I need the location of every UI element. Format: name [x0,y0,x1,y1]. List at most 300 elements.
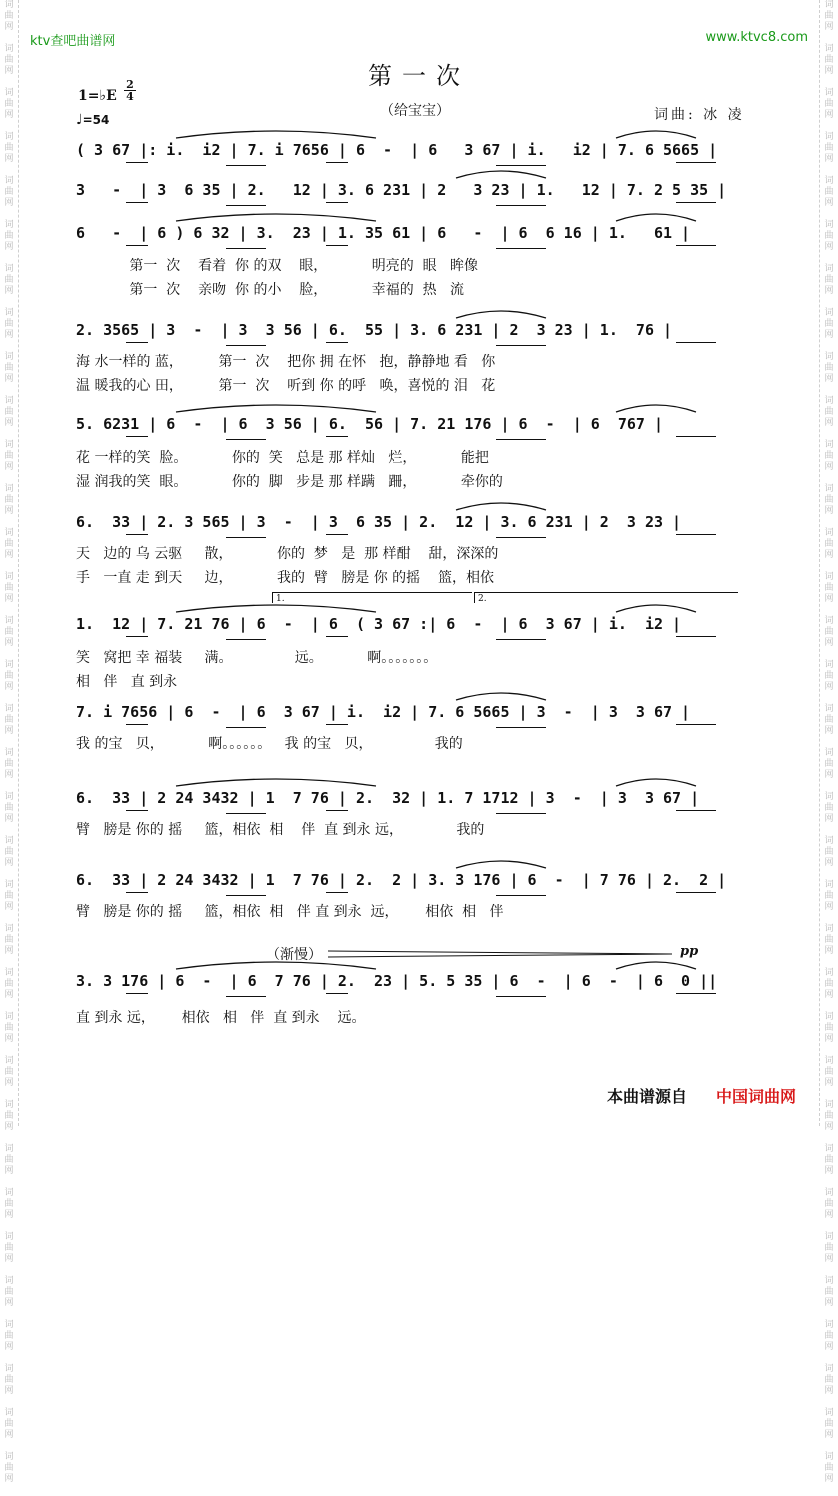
watermark-glyph: 网 [824,1122,834,1132]
watermark-glyph: 曲 [4,759,14,769]
tie-arc [616,779,696,786]
watermark-glyph: 词 [4,572,14,582]
watermark-glyph: 网 [4,682,14,692]
watermark-gap [822,1265,836,1276]
watermark-glyph: 曲 [824,759,834,769]
watermark-glyph: 网 [824,22,834,32]
watermark-glyph: 网 [824,330,834,340]
watermark-gap [2,1001,16,1012]
notation-line: 7. i 7656 | 6 - | 6 3 67 | i. i2 | 7. 6 5665 | 3 - | 3 3 67 | [76,703,691,721]
watermark-gap [822,297,836,308]
watermark-glyph: 曲 [824,1067,834,1077]
watermark-glyph: 曲 [824,1023,834,1033]
watermark-glyph: 词 [824,1100,834,1110]
duration-underline [496,813,546,814]
watermark-glyph: 曲 [4,1375,14,1385]
watermark-glyph: 曲 [4,407,14,417]
watermark-glyph: 网 [4,638,14,648]
decrescendo-hairpin [328,950,672,958]
watermark-glyph: 词 [824,1408,834,1418]
watermark-glyph: 词 [4,968,14,978]
watermark-glyph: 曲 [824,11,834,21]
dynamic-pp: pp [680,944,699,959]
watermark-gap [822,957,836,968]
watermark-glyph: 曲 [4,1199,14,1209]
duration-underline [496,895,546,896]
watermark-glyph: 词 [4,880,14,890]
watermark-glyph: 网 [4,1254,14,1264]
duration-underline [126,810,148,811]
watermark-gap [822,869,836,880]
watermark-glyph: 网 [824,1430,834,1440]
watermark-glyph: 词 [824,1056,834,1066]
tie-slur-layer [76,496,762,512]
watermark-glyph: 曲 [4,979,14,989]
duration-underline [126,892,148,893]
watermark-gap [2,1353,16,1364]
watermark-glyph: 网 [4,418,14,428]
watermark-gap [2,957,16,968]
watermark-glyph: 网 [824,1342,834,1352]
watermark-glyph: 网 [824,858,834,868]
watermark-glyph: 曲 [4,275,14,285]
tie-arc [456,503,546,510]
duration-underline [676,202,716,203]
watermark-glyph: 网 [824,418,834,428]
duration-underline [326,534,348,535]
watermark-glyph: 曲 [4,319,14,329]
watermark-glyph: 网 [824,682,834,692]
watermark-glyph: 网 [4,550,14,560]
watermark-glyph: 网 [824,1210,834,1220]
tie-slur-layer [76,207,762,223]
lyric-line: 海 水一样的 蓝， 第一 次 把你 拥 在怀 抱，静静地 看 你 [76,354,496,370]
watermark-glyph: 曲 [824,715,834,725]
watermark-glyph: 曲 [4,715,14,725]
watermark-glyph: 曲 [4,187,14,197]
watermark-gap [2,473,16,484]
watermark-gap [2,1397,16,1408]
watermark-glyph: 词 [4,1408,14,1418]
duration-underline [326,202,348,203]
lyric-line: 湿 润我的笑 眼。 你的 脚 步是 那 样蹒 跚， 牵你的 [76,474,503,490]
lyric-line: 第一 次 亲吻 你 的小 脸， 幸福的 热 流 [76,282,465,298]
watermark-glyph: 网 [824,66,834,76]
watermark-glyph: 网 [824,110,834,120]
watermark-glyph: 词 [824,880,834,890]
watermark-gap [822,429,836,440]
watermark-gap [2,737,16,748]
watermark-glyph: 词 [4,220,14,230]
tie-arc [616,605,696,612]
notation-line: 5. 6231 | 6 - | 6 3 56 | 6. 56 | 7. 21 176 | 6 - | 6 767 | [76,415,663,433]
watermark-glyph: 词 [824,308,834,318]
watermark-glyph: 曲 [824,583,834,593]
watermark-gap [822,473,836,484]
tie-slur-layer [76,686,762,702]
watermark-glyph: 词 [4,660,14,670]
watermark-glyph: 曲 [824,407,834,417]
watermark-glyph: 网 [824,1034,834,1044]
watermark-glyph: 词 [4,1012,14,1022]
watermark-glyph: 曲 [824,891,834,901]
watermark-glyph: 词 [824,484,834,494]
watermark-glyph: 词 [4,264,14,274]
watermark-glyph: 曲 [4,583,14,593]
time-signature-top: 2 [126,78,134,91]
watermark-gap [2,1133,16,1144]
watermark-glyph: 曲 [4,1463,14,1473]
watermark-glyph: 词 [824,748,834,758]
notation-line: 3 - | 3 6 35 | 2. 12 | 3. 6 231 | 2 3 23 | 1. 12 | 7. 2 5 35 | [76,181,727,199]
watermark-gap [822,649,836,660]
watermark-glyph: 词 [4,616,14,626]
watermark-gap [2,649,16,660]
duration-underline [126,202,148,203]
watermark-gap [2,1265,16,1276]
song-credit: 词曲: 冰 凌 [654,107,745,123]
tie-arc [176,214,376,221]
watermark-glyph: 网 [4,374,14,384]
watermark-glyph: 词 [4,440,14,450]
duration-underline [226,439,266,440]
watermark-glyph: 曲 [4,803,14,813]
watermark-right-strip [822,0,836,1484]
volta-second-ending: 2. [474,592,738,603]
duration-underline [676,892,716,893]
watermark-glyph: 曲 [824,1243,834,1253]
duration-underline [496,248,546,249]
watermark-glyph: 曲 [4,1023,14,1033]
tie-arc [456,693,546,700]
watermark-glyph: 网 [824,1298,834,1308]
watermark-glyph: 网 [824,594,834,604]
score-row [76,700,762,724]
tie-slur-layer [76,772,762,788]
watermark-glyph: 词 [4,1100,14,1110]
watermark-glyph: 词 [824,1232,834,1242]
watermark-glyph: 网 [4,1386,14,1396]
watermark-gap [822,1177,836,1188]
watermark-glyph: 词 [4,308,14,318]
watermark-glyph: 词 [824,176,834,186]
watermark-gap [822,1045,836,1056]
watermark-glyph: 网 [4,506,14,516]
notation-line: 3. 3 176 | 6 - | 6 7 76 | 2. 23 | 5. 5 35 | 6 - | 6 - | 6 0 || [76,972,718,990]
watermark-glyph: 网 [824,286,834,296]
watermark-glyph: 网 [4,1474,14,1484]
watermark-glyph: 词 [824,132,834,142]
watermark-glyph: 词 [4,396,14,406]
watermark-glyph: 网 [4,330,14,340]
watermark-gap [822,209,836,220]
watermark-glyph: 曲 [824,1155,834,1165]
watermark-glyph: 词 [4,1232,14,1242]
watermark-glyph: 曲 [824,187,834,197]
watermark-glyph: 曲 [824,627,834,637]
watermark-gap [822,737,836,748]
notation-line: 6. 33 | 2 24 3432 | 1 7 76 | 2. 2 | 3. 3 176 | 6 - | 7 76 | 2. 2 | [76,871,727,889]
watermark-glyph: 词 [824,528,834,538]
watermark-gap [822,517,836,528]
watermark-glyph: 网 [4,1210,14,1220]
tie-arc [616,405,696,412]
watermark-glyph: 曲 [4,363,14,373]
watermark-glyph: 词 [824,44,834,54]
watermark-glyph: 曲 [4,1331,14,1341]
watermark-glyph: 词 [4,176,14,186]
watermark-left-site: ktv查吧曲谱网 [30,34,116,49]
lyric-line: 我 的宝 贝， 啊。。。。。。 我 的宝 贝， 我的 [76,736,463,752]
duration-underline [496,439,546,440]
lyric-line: 臂 膀是 你的 摇 篮，相依 相 伴 直 到永 远， 相依 相 伴 [76,904,504,920]
duration-underline [126,636,148,637]
watermark-glyph: 词 [824,1144,834,1154]
watermark-glyph: 词 [824,572,834,582]
song-title: 第一次 [368,62,470,90]
watermark-glyph: 网 [824,462,834,472]
watermark-glyph: 网 [824,1166,834,1176]
duration-underline [496,727,546,728]
watermark-glyph: 网 [4,1166,14,1176]
watermark-gap [822,341,836,352]
tie-slur-layer [76,164,762,180]
watermark-glyph: 词 [4,88,14,98]
watermark-glyph: 词 [4,0,14,10]
watermark-gap [2,1485,16,1496]
duration-underline [226,727,266,728]
watermark-gap [822,561,836,572]
watermark-glyph: 词 [4,132,14,142]
watermark-gap [2,429,16,440]
duration-underline [496,537,546,538]
watermark-glyph: 网 [824,506,834,516]
duration-underline [126,534,148,535]
lyric-line: 天 边的 乌 云驱 散， 你的 梦 是 那 样酣 甜，深深的 [76,546,499,562]
score-row [76,868,762,892]
watermark-glyph: 网 [4,1342,14,1352]
watermark-glyph: 网 [4,946,14,956]
watermark-glyph: 曲 [824,231,834,241]
duration-underline [226,345,266,346]
lyric-line: 相 伴 直 到永 [76,674,178,690]
watermark-glyph: 曲 [824,979,834,989]
watermark-glyph: 网 [4,110,14,120]
watermark-gap [822,1001,836,1012]
watermark-glyph: 词 [824,704,834,714]
notation-line: 6. 33 | 2 24 3432 | 1 7 76 | 2. 32 | 1. 7 1712 | 3 - | 3 3 67 | [76,789,700,807]
watermark-glyph: 网 [4,990,14,1000]
tie-arc [176,131,376,138]
lyric-line: 手 一直 走 到天 边， 我的 臂 膀是 你 的摇 篮，相依 [76,570,494,586]
watermark-glyph: 网 [824,990,834,1000]
watermark-glyph: 曲 [4,671,14,681]
watermark-glyph: 曲 [824,1375,834,1385]
watermark-gap [822,1133,836,1144]
footer-source-label: 本曲谱源自 [607,1087,688,1106]
watermark-glyph: 词 [824,836,834,846]
notation-line: ( 3 67 |: i. i2 | 7. i 7656 | 6 - | 6 3 67 | i. i2 | 7. 6 5665 | [76,141,718,159]
watermark-glyph: 曲 [824,495,834,505]
watermark-glyph: 网 [824,1386,834,1396]
watermark-glyph: 网 [4,1122,14,1132]
watermark-glyph: 词 [824,792,834,802]
watermark-glyph: 曲 [4,935,14,945]
watermark-glyph: 网 [824,1078,834,1088]
watermark-gap [822,253,836,264]
watermark-glyph: 词 [824,0,834,10]
watermark-gap [2,1221,16,1232]
notation-line: 1. 12 | 7. 21 76 | 6 - | 6 ( 3 67 :| 6 - | 6 3 67 | i. i2 | [76,615,682,633]
watermark-glyph: 网 [824,1254,834,1264]
watermark-glyph: 网 [824,154,834,164]
watermark-glyph: 网 [4,66,14,76]
watermark-glyph: 曲 [4,847,14,857]
watermark-glyph: 网 [4,726,14,736]
watermark-glyph: 网 [4,858,14,868]
watermark-glyph: 曲 [4,627,14,637]
tie-slur-layer [76,854,762,870]
watermark-glyph: 词 [824,352,834,362]
lyric-line: 温 暖我的心 田， 第一 次 听到 你 的呼 唤，喜悦的 泪 花 [76,378,496,394]
notation-line: 2. 3565 | 3 - | 3 3 56 | 6. 55 | 3. 6 231 | 2 3 23 | 1. 76 | [76,321,673,339]
watermark-glyph: 词 [824,1452,834,1462]
score-row [76,612,762,636]
watermark-gap [2,517,16,528]
duration-underline [126,245,148,246]
watermark-glyph: 曲 [824,539,834,549]
watermark-glyph: 词 [824,220,834,230]
watermark-gap [2,781,16,792]
watermark-glyph: 词 [824,968,834,978]
watermark-glyph: 网 [4,198,14,208]
watermark-glyph: 网 [824,770,834,780]
duration-underline [326,342,348,343]
watermark-glyph: 曲 [4,1067,14,1077]
duration-underline [326,436,348,437]
lyric-line: 直 到永 远， 相依 相 伴 直 到永 远。 [76,1010,366,1026]
tie-arc [456,861,546,868]
watermark-glyph: 曲 [824,143,834,153]
watermark-glyph: 网 [4,1034,14,1044]
watermark-glyph: 曲 [4,1243,14,1253]
watermark-glyph: 网 [824,198,834,208]
score-row [76,318,762,342]
watermark-glyph: 词 [4,44,14,54]
time-signature [124,79,136,102]
watermark-glyph: 网 [4,814,14,824]
watermark-gap [822,693,836,704]
watermark-glyph: 曲 [4,99,14,109]
duration-underline [326,724,348,725]
tie-arc [616,131,696,138]
score-row [76,221,762,245]
watermark-glyph: 曲 [4,451,14,461]
watermark-gap [2,561,16,572]
notation-line: 6 - | 6 ) 6 32 | 3. 23 | 1. 35 61 | 6 - | 6 6 16 | 1. 61 | [76,224,691,242]
tie-arc [616,962,696,969]
score-row [76,138,762,162]
watermark-gap [2,1177,16,1188]
song-subtitle: （给宝宝） [380,103,450,119]
watermark-glyph: 曲 [824,99,834,109]
tie-arc [176,779,376,786]
watermark-glyph: 词 [4,484,14,494]
watermark-gap [2,253,16,264]
watermark-glyph: 曲 [824,1111,834,1121]
tie-arc [456,311,546,318]
watermark-glyph: 曲 [824,847,834,857]
watermark-glyph: 曲 [824,803,834,813]
quarter-note-icon: ♩ [76,112,83,128]
watermark-glyph: 曲 [824,1419,834,1429]
lyric-line: 第一 次 看着 你 的双 眼， 明亮的 眼 眸像 [76,258,479,274]
watermark-gap [822,1089,836,1100]
watermark-glyph: 网 [4,22,14,32]
watermark-gap [2,869,16,880]
watermark-glyph: 曲 [824,1199,834,1209]
notation-line: 6. 33 | 2. 3 565 | 3 - | 3 6 35 | 2. 12 | 3. 6 231 | 2 3 23 | [76,513,682,531]
watermark-glyph: 网 [824,946,834,956]
watermark-glyph: 词 [824,1276,834,1286]
watermark-glyph: 网 [824,726,834,736]
watermark-glyph: 曲 [4,1419,14,1429]
duration-underline [226,248,266,249]
duration-underline [326,810,348,811]
watermark-glyph: 曲 [824,935,834,945]
watermark-gap [2,341,16,352]
watermark-glyph: 曲 [4,1111,14,1121]
watermark-glyph: 词 [4,528,14,538]
watermark-gap [2,605,16,616]
volta-first-ending: 1. [272,592,472,603]
watermark-gap [822,121,836,132]
watermark-glyph: 词 [4,1452,14,1462]
duration-underline [326,892,348,893]
score-row [76,786,762,810]
watermark-gap [2,297,16,308]
watermark-glyph: 词 [4,1188,14,1198]
duration-underline [676,342,716,343]
watermark-glyph: 网 [824,1474,834,1484]
watermark-glyph: 网 [824,638,834,648]
watermark-glyph: 词 [4,704,14,714]
watermark-glyph: 曲 [4,143,14,153]
tie-arc [616,214,696,221]
watermark-gap [2,385,16,396]
duration-underline [676,724,716,725]
watermark-glyph: 网 [4,242,14,252]
watermark-glyph: 词 [824,1364,834,1374]
watermark-glyph: 曲 [824,363,834,373]
watermark-glyph: 曲 [4,495,14,505]
watermark-glyph: 词 [4,1056,14,1066]
duration-underline [676,810,716,811]
watermark-gap [822,1397,836,1408]
watermark-glyph: 曲 [824,55,834,65]
watermark-glyph: 网 [824,242,834,252]
watermark-glyph: 词 [824,440,834,450]
watermark-glyph: 曲 [4,55,14,65]
watermark-glyph: 词 [4,792,14,802]
watermark-glyph: 曲 [4,891,14,901]
duration-underline [676,245,716,246]
watermark-gap [822,825,836,836]
watermark-glyph: 曲 [4,11,14,21]
watermark-gap [2,913,16,924]
duration-underline [226,537,266,538]
watermark-glyph: 曲 [4,1155,14,1165]
